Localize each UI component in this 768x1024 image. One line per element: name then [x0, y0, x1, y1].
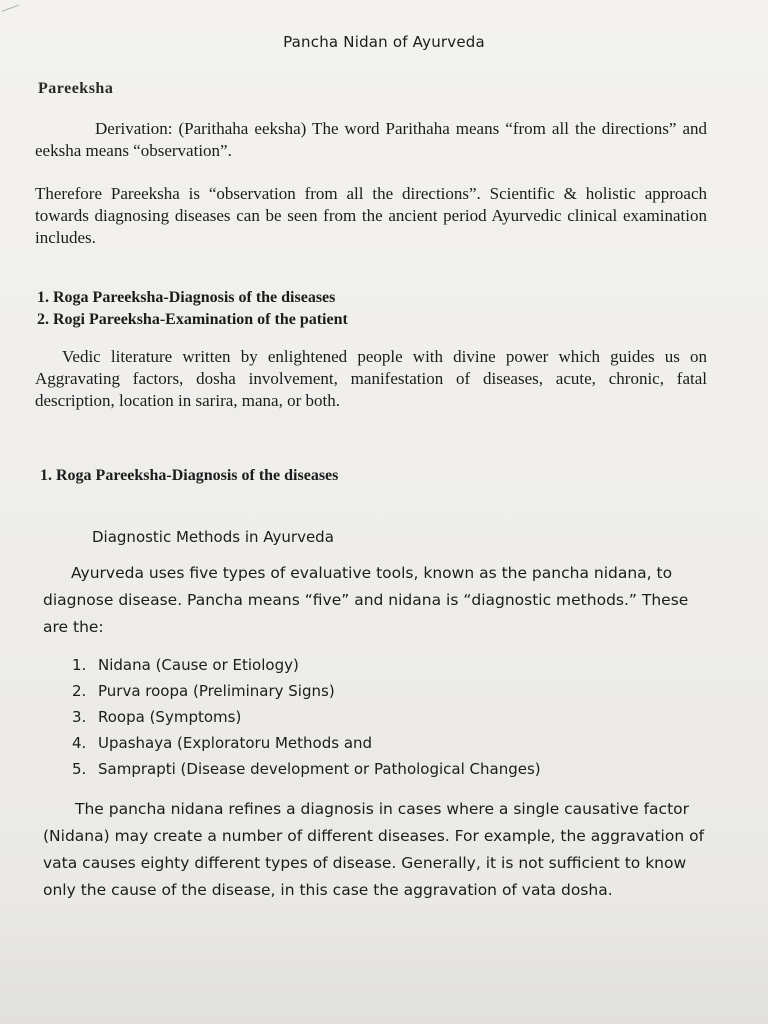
list-item [72, 756, 541, 782]
refines-paragraph: The pancha nidana refines a diagnosis in cases where a single causative factor (Nidana) may create a number of different diseases. For example, the aggravation of vata causes eighty different types of disease. Generally, it is not sufficient to know only the cause of the disease, in this case the aggravation of vata dosha. [43, 800, 705, 899]
list-number: 5. [72, 760, 87, 778]
list-text: Nidana (Cause or Etiology) [98, 656, 299, 674]
list-text: Roopa (Symptoms) [98, 708, 242, 726]
therefore-paragraph: Therefore Pareeksha is “observation from all the directions”. Scientific & holistic approach towards diagnosing diseases can be seen from the ancient period Ayurvedic clinical examination includes. [35, 184, 707, 247]
list-item [72, 704, 541, 730]
scan-mark [0, 0, 19, 12]
list-number: 2. [72, 682, 87, 700]
examination-item: 1. Roga Pareeksha-Diagnosis of the diseases [37, 289, 336, 306]
vedic-paragraph: Vedic literature written by enlightened people with divine power which guides us on Aggravating factors, dosha involvement, manifestation of diseases, acute, chronic, fatal description, location in sarira, mana, or both. [35, 347, 707, 410]
roga-pareeksha-heading: 1. Roga Pareeksha-Diagnosis of the diseases [40, 467, 339, 484]
methods-intro-paragraph: Ayurveda uses five types of evaluative tools, known as the pancha nidana, to diagnose disease. Pancha means “five” and nidana is “diagnostic methods.” These are the: [43, 564, 689, 636]
diagnostic-methods-title: Diagnostic Methods in Ayurveda [92, 528, 334, 546]
list-text: Upashaya (Exploratoru Methods and [98, 734, 373, 752]
list-text: Samprapti (Disease development or Pathological Changes) [98, 760, 541, 778]
list-number: 1. [72, 656, 87, 674]
pareeksha-heading: Pareeksha [38, 80, 114, 97]
examination-list [37, 287, 348, 331]
document-title: Pancha Nidan of Ayurveda [283, 33, 485, 51]
list-item [72, 730, 541, 756]
list-item [72, 678, 541, 704]
list-number: 4. [72, 734, 87, 752]
pancha-nidana-list [72, 652, 541, 782]
examination-item: 2. Rogi Pareeksha-Examination of the patient [37, 311, 348, 328]
list-item [72, 652, 541, 678]
page-shadow [0, 904, 768, 1024]
derivation-paragraph: Derivation: (Parithaha eeksha) The word Parithaha means “from all the directions” and eeksha means “observation”. [35, 119, 707, 160]
list-number: 3. [72, 708, 87, 726]
list-text: Purva roopa (Preliminary Signs) [98, 682, 335, 700]
